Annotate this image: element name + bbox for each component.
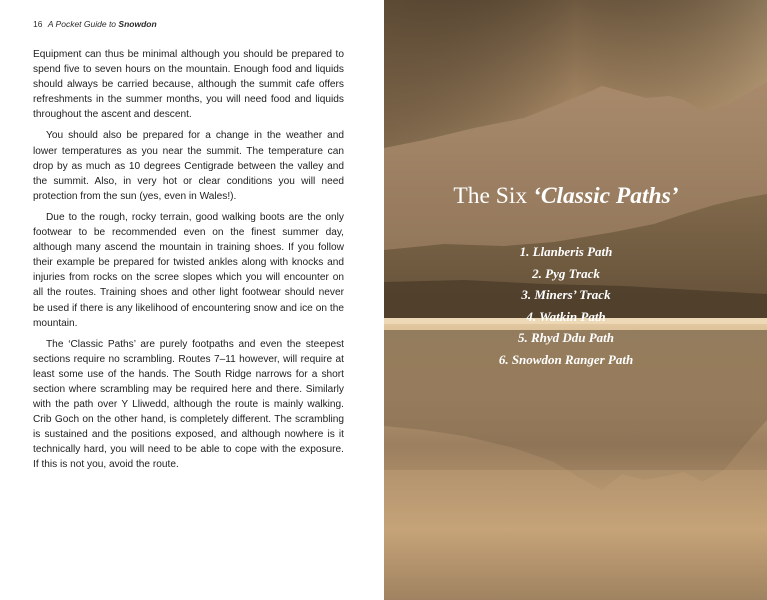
path-item-miners-track: 3. Miners’ Track: [521, 287, 611, 303]
paragraph-classic-paths: The ‘Classic Paths’ are purely footpaths and even the steepest sections require no scrambling. Routes 7–11 however, will require at least some use of the hands. The South Ridge narrows for a short section where scrambling may be required here and there. Similarly with the path over Y Lliwedd, although the route is mainly walking. Crib Goch on the other hand, is completely different. The scrambling is sustained and the positions exposed, and although nowhere is it technically hard, you will need to be able to cope with the exposure. If this is not you, avoid the route.: [33, 338, 344, 471]
page-number: 16: [33, 19, 43, 29]
paragraph-equipment: Equipment can thus be minimal although you should be prepared to spend five to seven hours on the mountain. Enough food and liquids should always be carried because, although the summit cafe offers refreshments in the summer months, you will need food and liquids throughout the ascent and descent.: [33, 49, 344, 121]
running-head: [33, 19, 157, 29]
body-text: [33, 47, 344, 473]
guide-subject: Snowdon: [118, 19, 157, 29]
path-item-pyg-track: 2. Pyg Track: [532, 265, 600, 281]
panel-title-plain: The Six: [453, 183, 528, 209]
classic-paths-list: [411, 241, 721, 371]
guide-title: A Pocket Guide to: [47, 19, 117, 29]
path-item-snowdon-ranger: 6. Snowdon Ranger Path: [498, 351, 634, 367]
paragraph-footwear: Due to the rough, rocky terrain, good walking boots are the only footwear to be recommended even on the finest summer day, although many ascend the mountain in training shoes. If you follow their example be prepared for twisted ankles along with knocks and injuries from rocks on the scree slopes which you will encounter on all the routes. Training shoes and other light footwear should never be used if there is any likelihood of encountering snow and ice on the mountain.: [33, 211, 344, 329]
path-item-llanberis: 1. Llanberis Path: [519, 244, 613, 259]
path-item-watkin: 4. Watkin Path: [526, 308, 606, 324]
panel-title-emphasis: ‘Classic Paths’: [533, 183, 679, 209]
paragraph-weather: You should also be prepared for a change in the weather and lower temperatures as you near the summit. The temperature can drop by as much as 10 degrees Centigrade between the valley and the summit. Also, in very hot or clear conditions you will need protection from the sun (yes, even in Wales!).: [33, 130, 344, 202]
panel-title: [411, 183, 721, 210]
path-item-rhyd-ddu: 5. Rhyd Ddu Path: [517, 330, 615, 346]
right-page: [384, 0, 767, 600]
